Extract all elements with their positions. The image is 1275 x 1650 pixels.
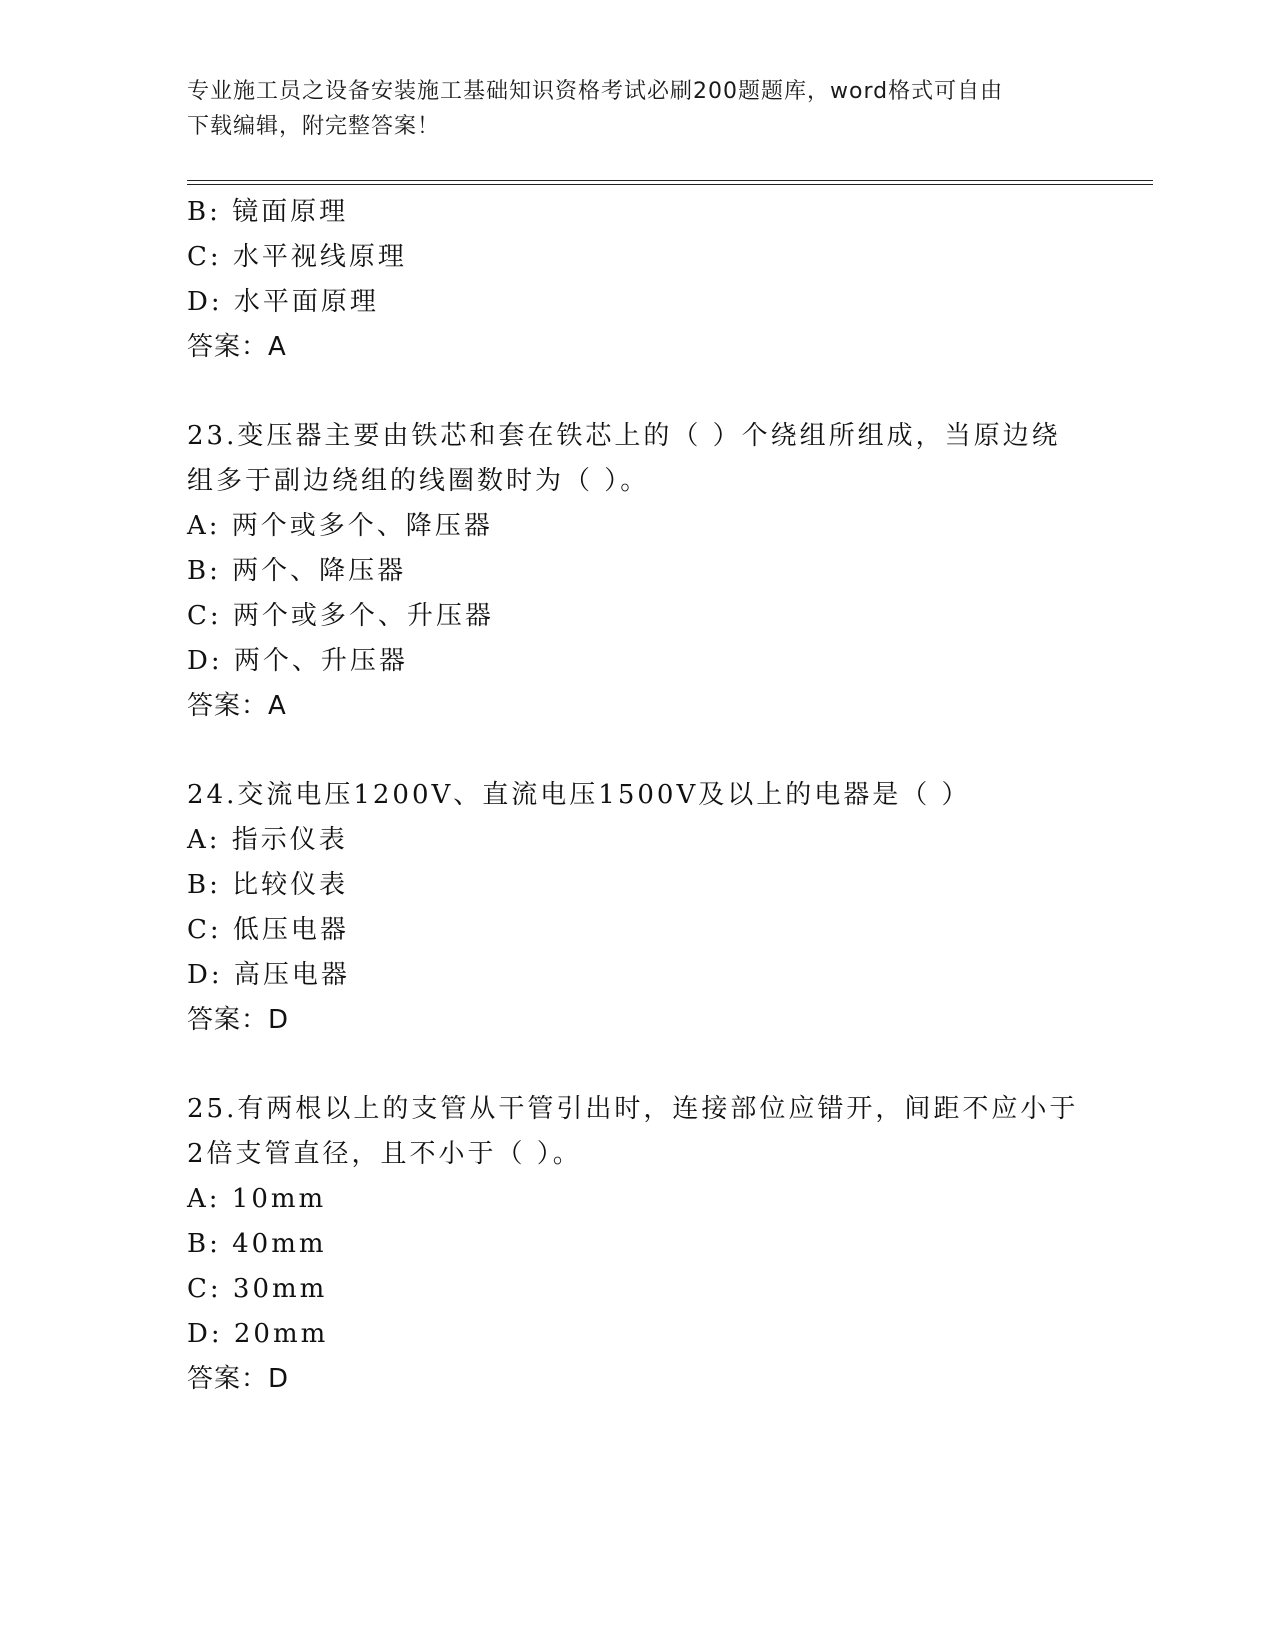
question-stem: 24.交流电压1200V、直流电压1500V及以上的电器是（ ） bbox=[187, 780, 971, 810]
header-line-2: 下载编辑，附完整答案！ bbox=[187, 114, 441, 139]
option-d: D: 高压电器 bbox=[187, 960, 350, 990]
option-c: C: 水平视线原理 bbox=[187, 242, 407, 272]
question-stem-continued: 组多于副边绕组的线圈数时为（ ）。 bbox=[187, 466, 650, 496]
spacer bbox=[187, 729, 1087, 773]
spacer bbox=[187, 370, 1087, 414]
answer-line: 答案：D bbox=[187, 1005, 290, 1035]
option-c: C: 两个或多个、升压器 bbox=[187, 601, 494, 631]
header-rule-bottom bbox=[187, 184, 1153, 185]
answer-line: 答案：D bbox=[187, 1364, 290, 1394]
option-b: B: 镜面原理 bbox=[187, 197, 349, 227]
question-22-tail bbox=[187, 190, 1087, 370]
answer-line: 答案：A bbox=[187, 332, 287, 362]
header-rule-top bbox=[187, 180, 1153, 181]
header-line-1: 专业施工员之设备安装施工基础知识资格考试必刷200题题库，word格式可自由 bbox=[187, 79, 1004, 104]
option-c: C: 低压电器 bbox=[187, 915, 349, 945]
option-c: C: 30mm bbox=[187, 1274, 328, 1304]
question-stem: 25.有两根以上的支管从干管引出时，连接部位应错开，间距不应小于 bbox=[187, 1094, 1079, 1124]
question-25 bbox=[187, 1087, 1087, 1402]
option-d: D: 水平面原理 bbox=[187, 287, 379, 317]
question-23 bbox=[187, 414, 1087, 729]
spacer bbox=[187, 1043, 1087, 1087]
question-stem: 23.变压器主要由铁芯和套在铁芯上的（ ）个绕组所组成，当原边绕 bbox=[187, 421, 1061, 451]
answer-line: 答案：A bbox=[187, 691, 287, 721]
option-b: B: 两个、降压器 bbox=[187, 556, 407, 586]
question-list bbox=[187, 190, 1087, 1402]
option-a: A: 两个或多个、降压器 bbox=[187, 511, 493, 541]
option-a: A: 10mm bbox=[187, 1184, 327, 1214]
question-stem-continued: 2倍支管直径，且不小于（ ）。 bbox=[187, 1139, 582, 1169]
option-a: A: 指示仪表 bbox=[187, 825, 348, 855]
option-b: B: 比较仪表 bbox=[187, 870, 349, 900]
option-d: D: 两个、升压器 bbox=[187, 646, 408, 676]
question-24 bbox=[187, 773, 1087, 1043]
option-b: B: 40mm bbox=[187, 1229, 327, 1259]
document-header bbox=[187, 74, 1067, 144]
option-d: D: 20mm bbox=[187, 1319, 329, 1349]
